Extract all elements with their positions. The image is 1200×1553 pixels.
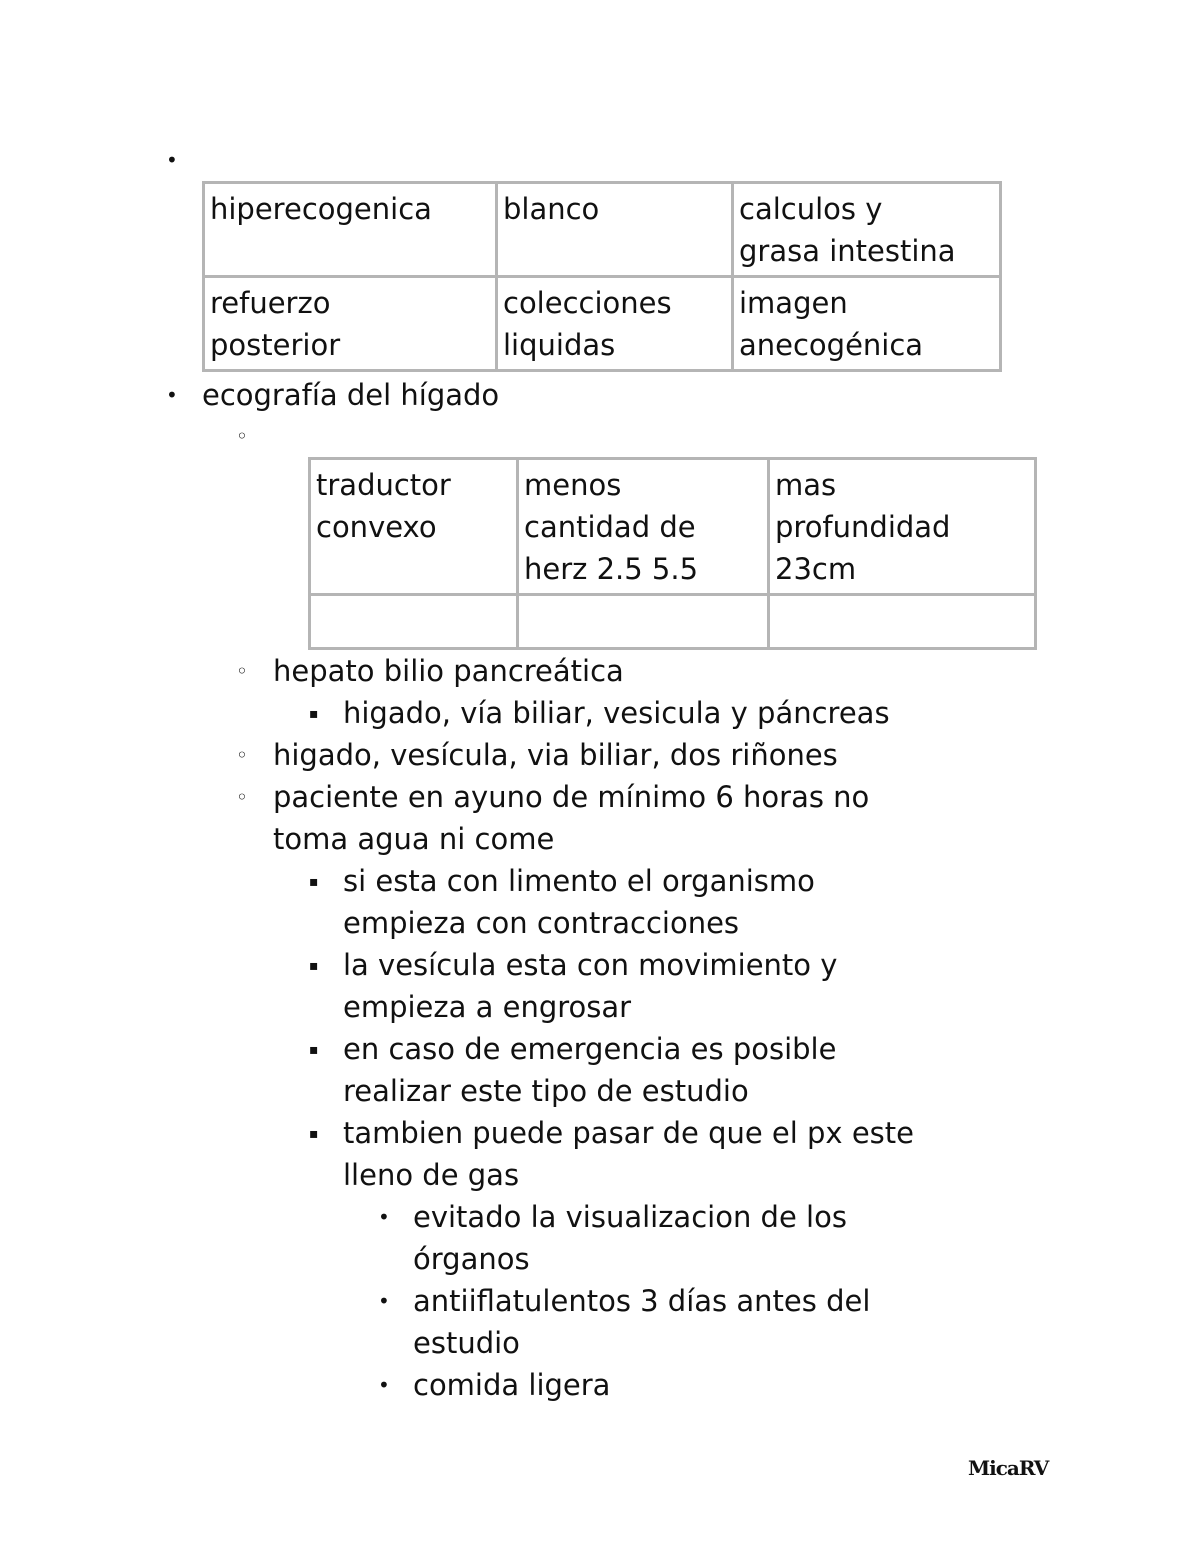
list-item-ayuno-sub2: la vesícula esta con movimiento y empieza a engrosar (343, 948, 838, 1024)
echo-types-table (202, 181, 1002, 372)
bullet-circle: ◦ (236, 424, 248, 448)
bullet-circle: ◦ (236, 743, 248, 767)
table-cell (518, 595, 769, 649)
bullet-circle: ◦ (236, 785, 248, 809)
list-item-gas-sub1: evitado la visualizacion de los órganos (413, 1200, 847, 1276)
bullet-dot: • (378, 1373, 390, 1397)
bullet-square: ▪ (309, 1042, 319, 1058)
table-cell: traductor convexo (310, 459, 518, 595)
table-cell: menos cantidad de herz 2.5 5.5 (518, 459, 769, 595)
table-cell (310, 595, 518, 649)
list-item-hepato-organs: higado, vía biliar, vesicula y páncreas (343, 696, 890, 730)
table-row (310, 459, 1036, 595)
bullet-square: ▪ (309, 958, 319, 974)
bullet-square: ▪ (309, 706, 319, 722)
table-cell: colecciones liquidas (497, 277, 733, 371)
bullet-dot: • (166, 148, 178, 172)
author-signature: MicaRV (968, 1456, 1049, 1480)
list-item-ayuno-sub1: si esta con limento el organismo empieza con contracciones (343, 864, 815, 940)
bullet-dot: • (166, 383, 178, 407)
bullet-dot: • (378, 1205, 390, 1229)
bullet-circle: ◦ (236, 659, 248, 683)
list-item-ayuno: paciente en ayuno de mínimo 6 horas no toma agua ni come (273, 780, 870, 856)
table-row (204, 183, 1001, 277)
table-cell: calculos y grasa intestina (733, 183, 1001, 277)
section-title-ecografia: ecografía del hígado (202, 378, 500, 412)
table-row (204, 277, 1001, 371)
transducer-table (308, 457, 1037, 650)
table-row (310, 595, 1036, 649)
list-item-ayuno-sub4: tambien puede pasar de que el px este lleno de gas (343, 1116, 914, 1192)
bullet-dot: • (378, 1289, 390, 1313)
list-item-ayuno-sub3: en caso de emergencia es posible realizar este tipo de estudio (343, 1032, 837, 1108)
table-cell (769, 595, 1036, 649)
bullet-square: ▪ (309, 874, 319, 890)
bullet-square: ▪ (309, 1126, 319, 1142)
table-cell: hiperecogenica (204, 183, 497, 277)
list-item-hepato: hepato bilio pancreática (273, 654, 624, 688)
table-cell: imagen anecogénica (733, 277, 1001, 371)
list-item-organos: higado, vesícula, via biliar, dos riñones (273, 738, 838, 772)
table-cell: blanco (497, 183, 733, 277)
list-item-gas-sub2: antiiflatulentos 3 días antes del estudio (413, 1284, 871, 1360)
table-cell: refuerzo posterior (204, 277, 497, 371)
list-item-gas-sub3: comida ligera (413, 1368, 611, 1402)
table-cell: mas profundidad 23cm (769, 459, 1036, 595)
